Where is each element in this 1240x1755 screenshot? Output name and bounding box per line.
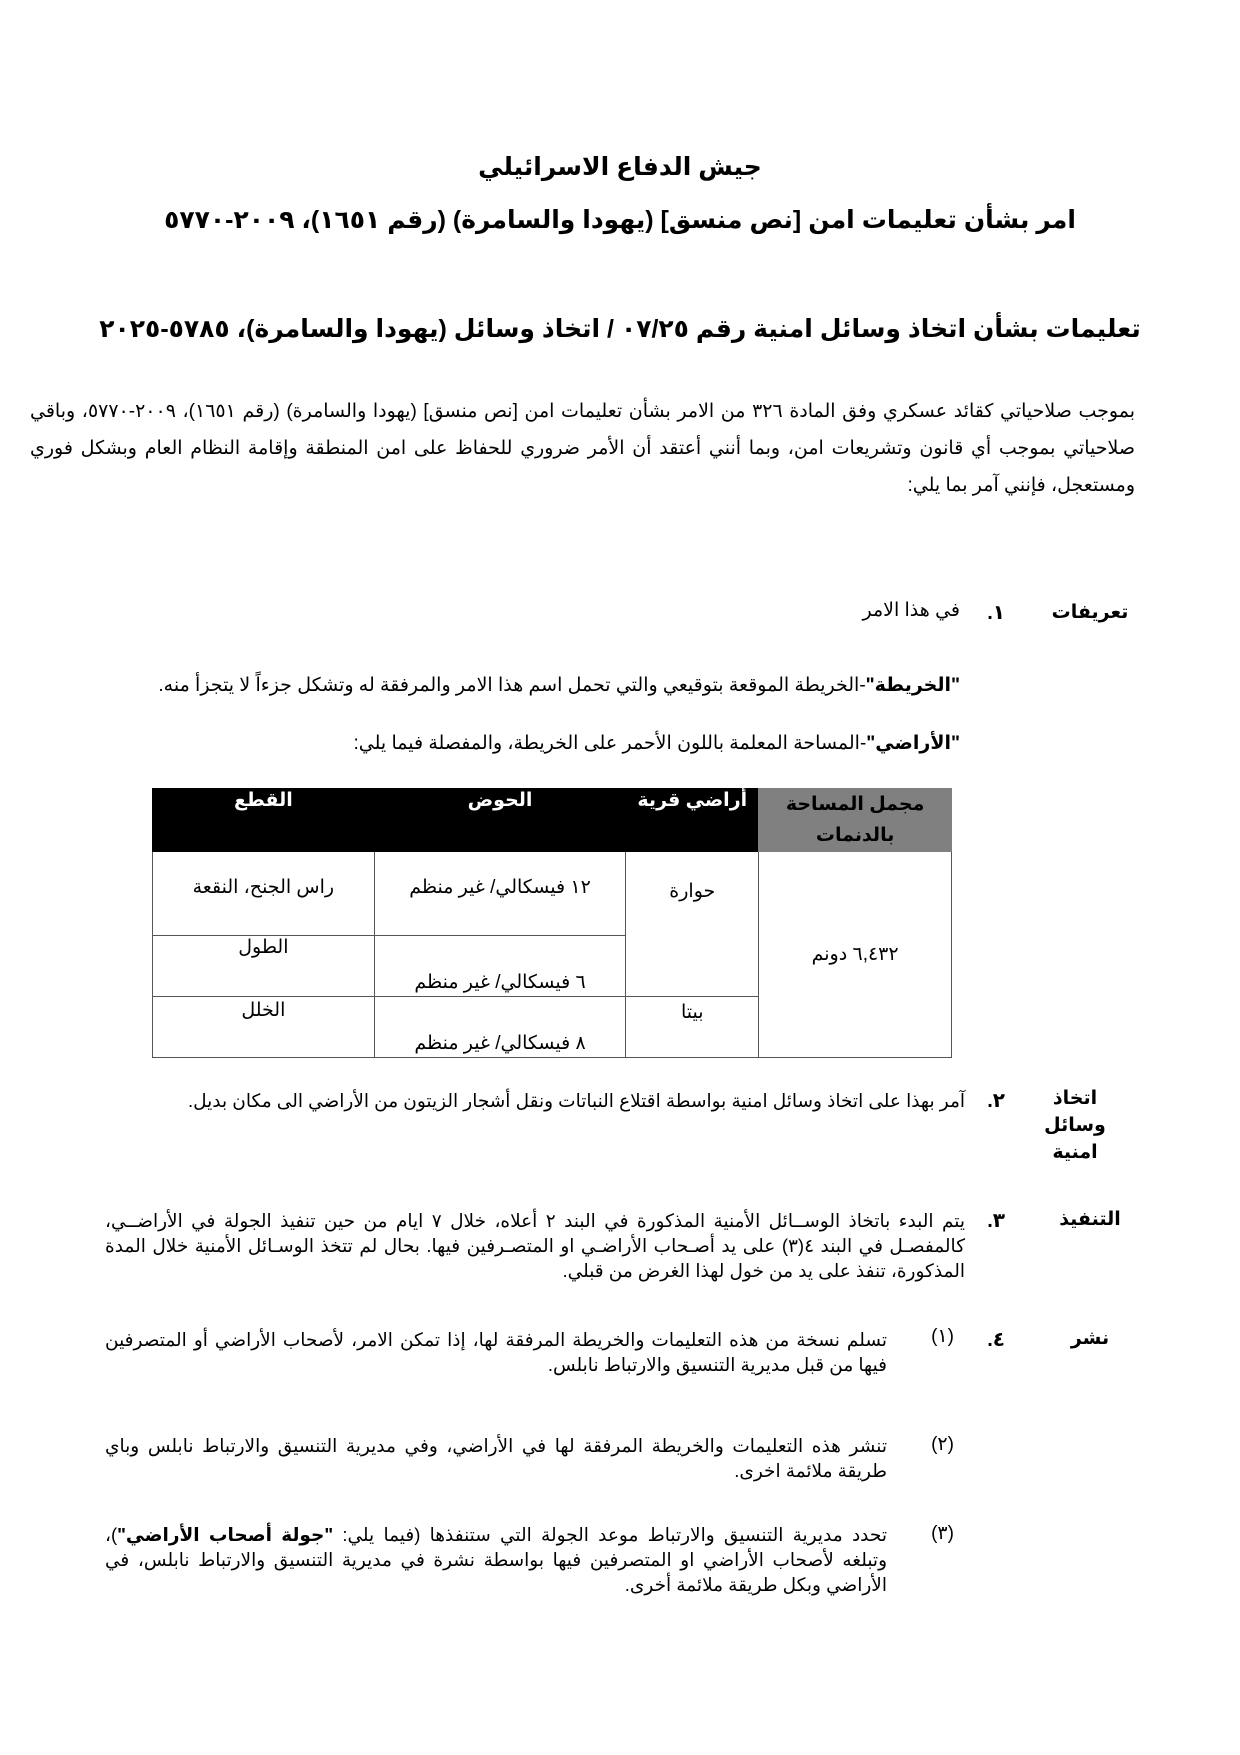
cell-plot: راس الجنح، النقعة	[153, 852, 375, 936]
cell-plot: الطول	[153, 935, 375, 996]
definition-map	[120, 674, 960, 697]
preamble: بموجب صلاحياتي كقائد عسكري وفق المادة ٣٢٦ من الامر بشأن تعليمات امن [نص منسق] (يهودا والسامرة) (رقم ١٦٥١)، ٢٠٠٩-٥٧٧٠، وباقي صلاحياتي بموجب أي قانون وتشريعات امن، وبما أنني أعتقد أن الأمر ضروري للحفاظ على امن المنطقة وإقامة النظام العام وبشكل فوري ومستعجل، فإنني آمر بما يلي:	[30, 401, 1135, 496]
section-3-title: التنفيذ	[1059, 1209, 1121, 1230]
section-3-number: ٣.	[987, 1210, 1005, 1232]
subsection-4-3-text	[105, 1522, 887, 1597]
section-2-text: آمر بهذا على اتخاذ وسائل امنية بواسطة اقتلاع النباتات ونقل أشجار الزيتون من الأراضي الى مكان بديل.	[188, 1090, 965, 1111]
lands-table	[152, 788, 952, 1058]
section-2-number: ٢.	[987, 1090, 1005, 1112]
subsection-4-2-number: (٢)	[931, 1434, 954, 1455]
header-basin: الحوض	[374, 789, 626, 852]
cell-basin: ١٢ فيسكالي/ غير منظم	[374, 852, 626, 936]
subsection-4-2-text: تنشر هذه التعليمات والخريطة المرفقة لها في الأراضي، وفي مديرية التنسيق والارتباط نابلس وباي طريقة ملائمة اخرى.	[105, 1435, 887, 1481]
subsection-4-1-number: (١)	[931, 1326, 954, 1347]
table-header-row	[153, 789, 952, 852]
section-3-text: يتم البدء باتخاذ الوســائل الأمنية المذكورة في البند ٢ أعلاه، خلال ٧ ايام من حين تنفيذ الجولة في الأراضــي، كالمفصـل في البند ٤(٣) على يد أصـحاب الأراضـي او المتصـرفين فيها. بحال لم تتخذ الوسـائل الأمنية خلال المدة المذكورة، تنفذ على يد من خول لهذا الغرض من قبلي.	[105, 1210, 965, 1281]
cell-total-area: ٦,٤٣٢ دونم	[759, 852, 952, 1058]
definition-lands-term: "الأراضي"	[866, 733, 960, 754]
subsection-4-1-text: تسلم نسخة من هذه التعليمات والخريطة المرفقة لها، إذا تمكن الامر، لأصحاب الأراضي أو المتصرفين فيها من قبل مديرية التنسيق والارتباط نابلس.	[105, 1329, 887, 1375]
section-1-title: تعريفات	[1051, 602, 1129, 623]
subsection-4-3-text-a: تحدد مديرية التنسيق والارتباط موعد الجولة التي ستنفذها (فيما يلي:	[333, 1524, 887, 1545]
cell-village: بيتا	[626, 997, 759, 1058]
section-2-title: اتخاذ وسائل امنية	[1044, 1088, 1106, 1163]
header-village: أراضي قرية	[626, 789, 759, 852]
section-1-number: ١.	[987, 602, 1005, 624]
cell-basin: ٨ فيسكالي/ غير منظم	[374, 997, 626, 1058]
definition-lands-text: -المساحة المعلمة باللون الأحمر على الخريطة، والمفصلة فيما يلي:	[353, 733, 867, 754]
cell-plot: الخلل	[153, 997, 375, 1058]
section-1-text: في هذا الامر	[862, 600, 960, 621]
header-total-area: مجمل المساحة بالدنمات	[759, 789, 952, 852]
cell-basin: ٦ فيسكالي/ غير منظم	[374, 935, 626, 996]
subsection-4-3-text-b: )، وتبلغه لأصحاب الأراضي او المتصرفين فيها بواسطة نشرة في مديرية التنسيق والارتباط نابلس، في الأراضي وبكل طريقة ملائمة أخرى.	[105, 1524, 887, 1595]
subsection-4-3-number: (٣)	[931, 1523, 954, 1544]
header-plot: القطع	[153, 789, 375, 852]
definition-map-term: "الخريطة"	[865, 675, 960, 696]
org-title: جيش الدفاع الاسرائيلي	[478, 153, 762, 181]
section-4-number: ٤.	[987, 1329, 1005, 1351]
table-row	[153, 852, 952, 936]
cell-village: حوارة	[626, 852, 759, 997]
instruction-title: تعليمات بشأن اتخاذ وسائل امنية رقم ٠٧/٢٥ / اتخاذ وسائل (يهودا والسامرة)، ٥٧٨٥-٢٠٢٥	[99, 315, 1141, 343]
definition-lands	[120, 732, 960, 755]
land-owners-tour-term: "جولة أصحاب الأراضي"	[117, 1524, 334, 1545]
definition-map-text: -الخريطة الموقعة بتوقيعي والتي تحمل اسم هذا الامر والمرفقة له وتشكل جزءاً لا يتجزأ منه.	[158, 675, 866, 696]
order-title: امر بشأن تعليمات امن [نص منسق] (يهودا والسامرة) (رقم ١٦٥١)، ٢٠٠٩-٥٧٧٠	[164, 206, 1076, 234]
section-4-title: نشر	[1070, 1328, 1110, 1349]
